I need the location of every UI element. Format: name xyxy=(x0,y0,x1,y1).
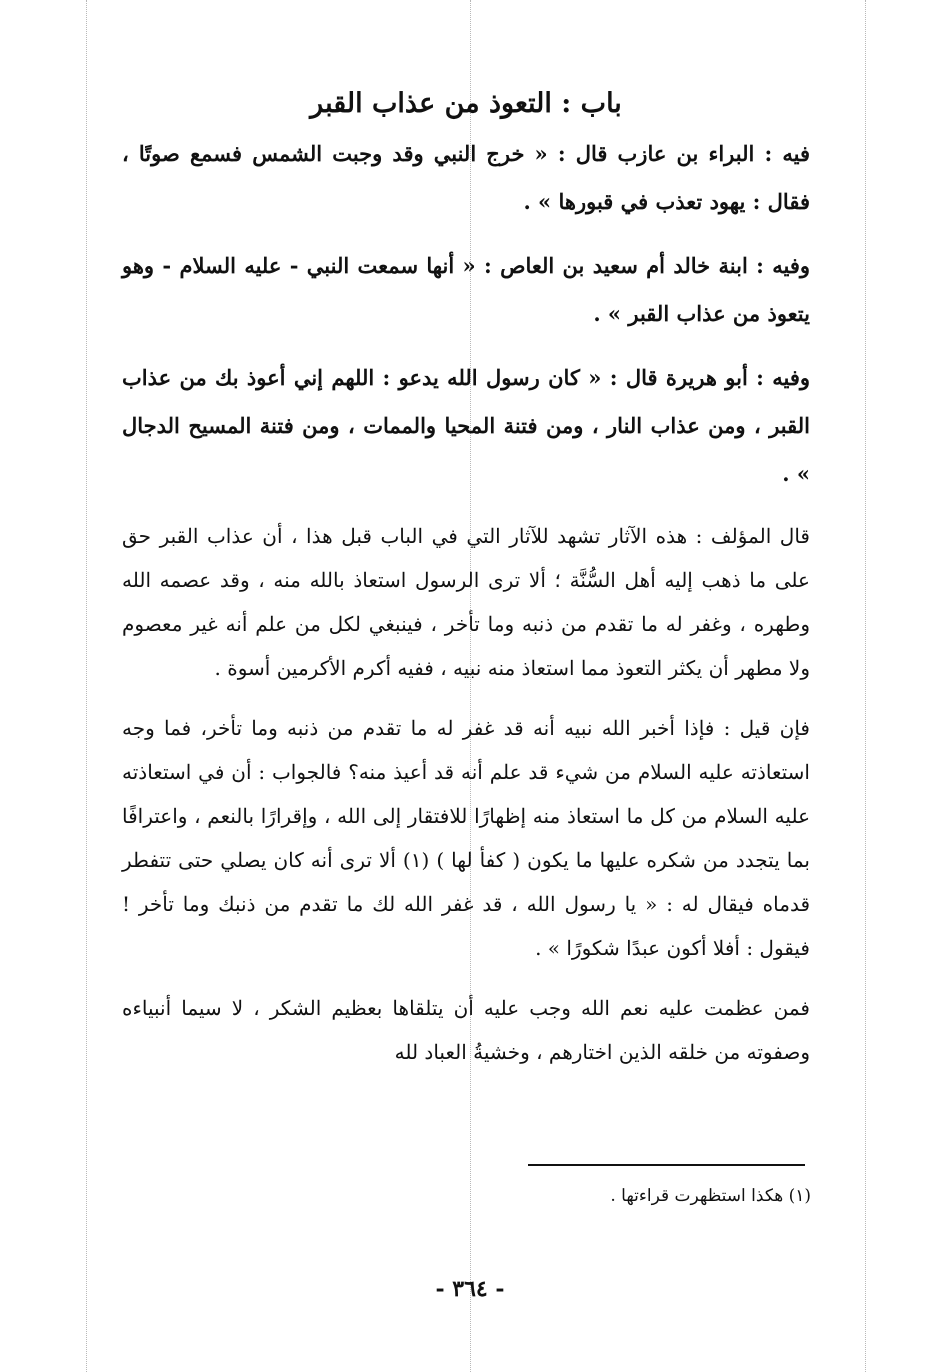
hadith-paragraph: وفيه : ابنة خالد أم سعيد بن العاص : « أنها سمعت النبي - عليه السلام - وهو يتعوذ من عذاب القبر » . xyxy=(122,253,810,326)
scan-guide-line xyxy=(86,0,87,1372)
footnote-divider xyxy=(528,1164,805,1166)
commentary-paragraph: فمن عظمت عليه نعم الله وجب عليه أن يتلقاها بعظيم الشكر ، لا سيما أنبياءه وصفوته من خلقه الذين اختارهم ، وخشيةُ العباد لله xyxy=(122,996,810,1064)
hadith-paragraph: فيه : البراء بن عازب قال : « خرج النبي وقد وجبت الشمس فسمع صوتًا ، فقال : يهود تعذب في قبورها » . xyxy=(122,141,810,214)
chapter-title: باب : التعوذ من عذاب القبر xyxy=(310,88,622,119)
hadith-paragraph: وفيه : أبو هريرة قال : « كان رسول الله يدعو : اللهم إني أعوذ بك من عذاب القبر ، ومن عذاب النار ، ومن فتنة المحيا والممات ، ومن فتنة المسيح الدجال » . xyxy=(122,365,810,486)
main-text xyxy=(122,84,810,1090)
footnote: (١) هكذا استظهرت قراءتها . xyxy=(610,1186,811,1206)
commentary-paragraph: قال المؤلف : هذه الآثار تشهد للآثار التي في الباب قبل هذا ، أن عذاب القبر حق على ما ذهب إليه أهل السُّنَّة ؛ ألا ترى الرسول استعاذ بالله منه ، وقد عصمه الله وطهره ، وغفر له ما تقدم من ذنبه وما تأخر ، فينبغي لكل من علم أنه غير معصوم ولا مطهر أن يكثر التعوذ مما استعاذ منه نبيه ، ففيه أكرم الأكرمين أسوة . xyxy=(122,524,810,680)
page-number: - ٣٦٤ - xyxy=(435,1276,505,1302)
scan-guide-line xyxy=(865,0,866,1372)
commentary-paragraph: فإن قيل : فإذا أخبر الله نبيه أنه قد غفر له ما تقدم من ذنبه وما تأخر، فما وجه استعاذته عليه السلام من شيء قد علم أنه قد أعيذ منه؟ فالجواب : أن في استعاذته عليه السلام من كل ما استعاذ منه إظهارًا للافتقار إلى الله ، وإقرارًا بالنعم ، واعترافًا بما يتجدد من شكره عليها ما يكون ( كفأ لها ) (١) ألا ترى أنه كان يصلي حتى تتفطر قدماه فيقال له : « يا رسول الله ، قد غفر الله لك ما تقدم من ذنبك وما تأخر ! فيقول : أفلا أكون عبدًا شكورًا » . xyxy=(122,716,810,960)
